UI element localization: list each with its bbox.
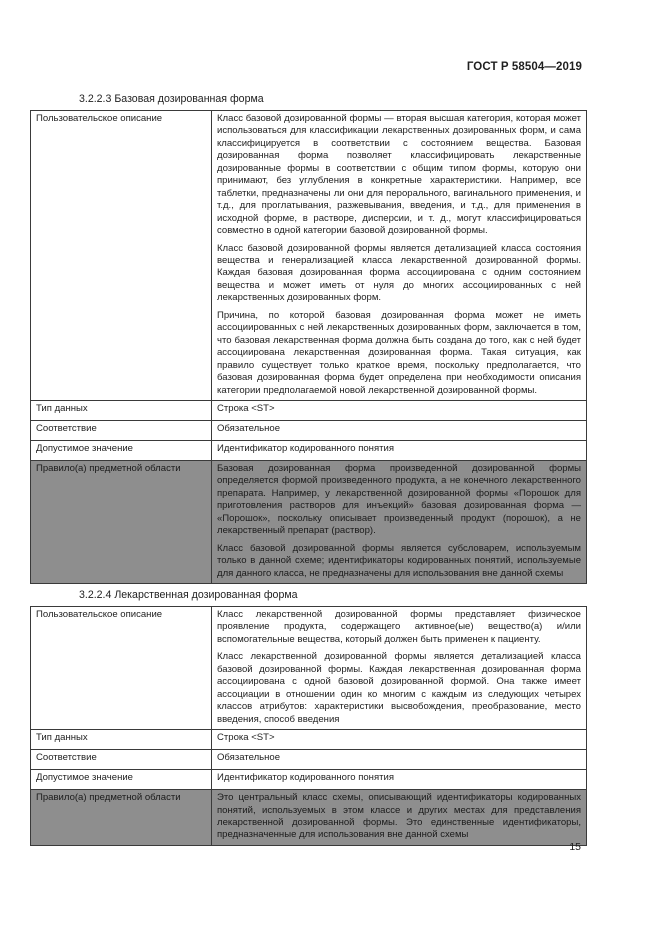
row-value xyxy=(212,790,587,846)
row-label: Правило(а) предметной области xyxy=(31,460,212,583)
paragraph: Это центральный класс схемы, описывающий идентификаторы кодированных понятий, используемых в этом классе и других местах для представления лекарственной дозированной формы. Это единственные идентификаторы, предназначенные для использования вне данной схемы xyxy=(217,792,581,841)
row-label: Допустимое значение xyxy=(31,440,212,460)
table-row-shaded xyxy=(31,460,587,583)
paragraph: Класс базовой дозированной формы — вторая высшая категория, которая может использоваться для классификации лекарственных дозированных форм, и сама классифицируется в соответствии с состоянием вещества. Базовая дозированная форма позволяет классифицировать лекарственные дозированные формы в соответствии с общим типом формы, которую они принимают, без углубления в конкретные характеристики. Например, все таблетки, предназначены ли они для перорального, вагинального применения, и т.д., для проглатывания, разжевывания, введения, и т.д., для применения в исходной форме, в растворе, дисперсии, и т. д., могут классифицироваться совместно в одной категории базовой дозированной формы. xyxy=(217,113,581,237)
standard-number: ГОСТ Р 58504—2019 xyxy=(466,61,582,73)
row-value: Обязательное xyxy=(212,420,587,440)
row-label: Правило(а) предметной области xyxy=(31,790,212,846)
table-row xyxy=(31,607,587,730)
paragraph: Причина, по которой базовая дозированная форма может не иметь ассоциированных с ней лекарственных дозированных форм, заключается в том, что базовая лекарственная форма должна быть создана до того, как с ней будет ассоциирована лекарственная дозированная форма. Такая ситуация, как правило существует только краткое время, поскольку предполагается, что базовая дозированная форма будет определена при необходимости описания категории предполагаемой новой лекарственной дозированной формы. xyxy=(217,309,581,396)
paragraph: Класс базовой дозированной формы является субсловарем, используемым только в данной схеме; идентификаторы кодированных понятий, используемые для данного класса, не предназначены для использования вне данной схемы xyxy=(217,542,581,579)
row-value: Строка <ST> xyxy=(212,730,587,750)
row-value xyxy=(212,111,587,401)
row-label: Допустимое значение xyxy=(31,770,212,790)
row-value: Идентификатор кодированного понятия xyxy=(212,440,587,460)
table-row xyxy=(31,440,587,460)
paragraph: Класс лекарственной дозированной формы представляет физическое проявление продукта, содержащего активное(ые) вещество(а) и/или вспомогательные вещества, который должен быть применен к пациенту. xyxy=(217,609,581,645)
paragraph: Базовая дозированная форма произведенной дозированной формы определяется формой произведенного продукта, а не конечного лекарственного препарата. Например, у лекарственной дозированной формы «Порошок для приготовления растворов для инъекций» базовая дозированная форма — «Порошок», поскольку описывает произведенный продукт (порошок), а не лекарственный препарат (раствор). xyxy=(217,462,581,537)
row-label: Соответствие xyxy=(31,750,212,770)
page-number: 15 xyxy=(569,841,581,853)
row-value xyxy=(212,460,587,583)
table-row xyxy=(31,730,587,750)
row-label: Тип данных xyxy=(31,730,212,750)
table-row xyxy=(31,770,587,790)
table-row xyxy=(31,750,587,770)
row-value: Строка <ST> xyxy=(212,400,587,420)
section-heading-3-2-2-3: 3.2.2.3 Базовая дозированная форма xyxy=(79,93,264,105)
paragraph: Класс лекарственной дозированной формы является детализацией класса базовой дозированной формы. Каждая лекарственная дозированная форма ассоциирована с одной базовой дозированной формой. Она также имеет ассоциации в отношении один ко многим с каждым из следующих четырех классов атрибутов: характеристики высвобождения, преобразование, место введения, способ введения xyxy=(217,651,581,725)
row-value: Идентификатор кодированного понятия xyxy=(212,770,587,790)
paragraph: Класс базовой дозированной формы является детализацией класса состояния вещества и генерализацией класса лекарственной дозированной формы. Каждая базовая дозированная форма ассоциирована с одним состоянием вещества и может иметь от нуля до многих ассоциированных с ней лекарственных дозированных форм. xyxy=(217,242,581,304)
spec-table-base-dosage-form xyxy=(30,110,587,584)
row-label: Пользовательское описание xyxy=(31,607,212,730)
table-row xyxy=(31,400,587,420)
spec-table-medicinal-dosage-form xyxy=(30,606,587,846)
table-row xyxy=(31,420,587,440)
table-row-shaded xyxy=(31,790,587,846)
row-label: Пользовательское описание xyxy=(31,111,212,401)
row-value: Обязательное xyxy=(212,750,587,770)
section-heading-3-2-2-4: 3.2.2.4 Лекарственная дозированная форма xyxy=(79,589,298,601)
row-label: Соответствие xyxy=(31,420,212,440)
row-label: Тип данных xyxy=(31,400,212,420)
row-value xyxy=(212,607,587,730)
table-row xyxy=(31,111,587,401)
